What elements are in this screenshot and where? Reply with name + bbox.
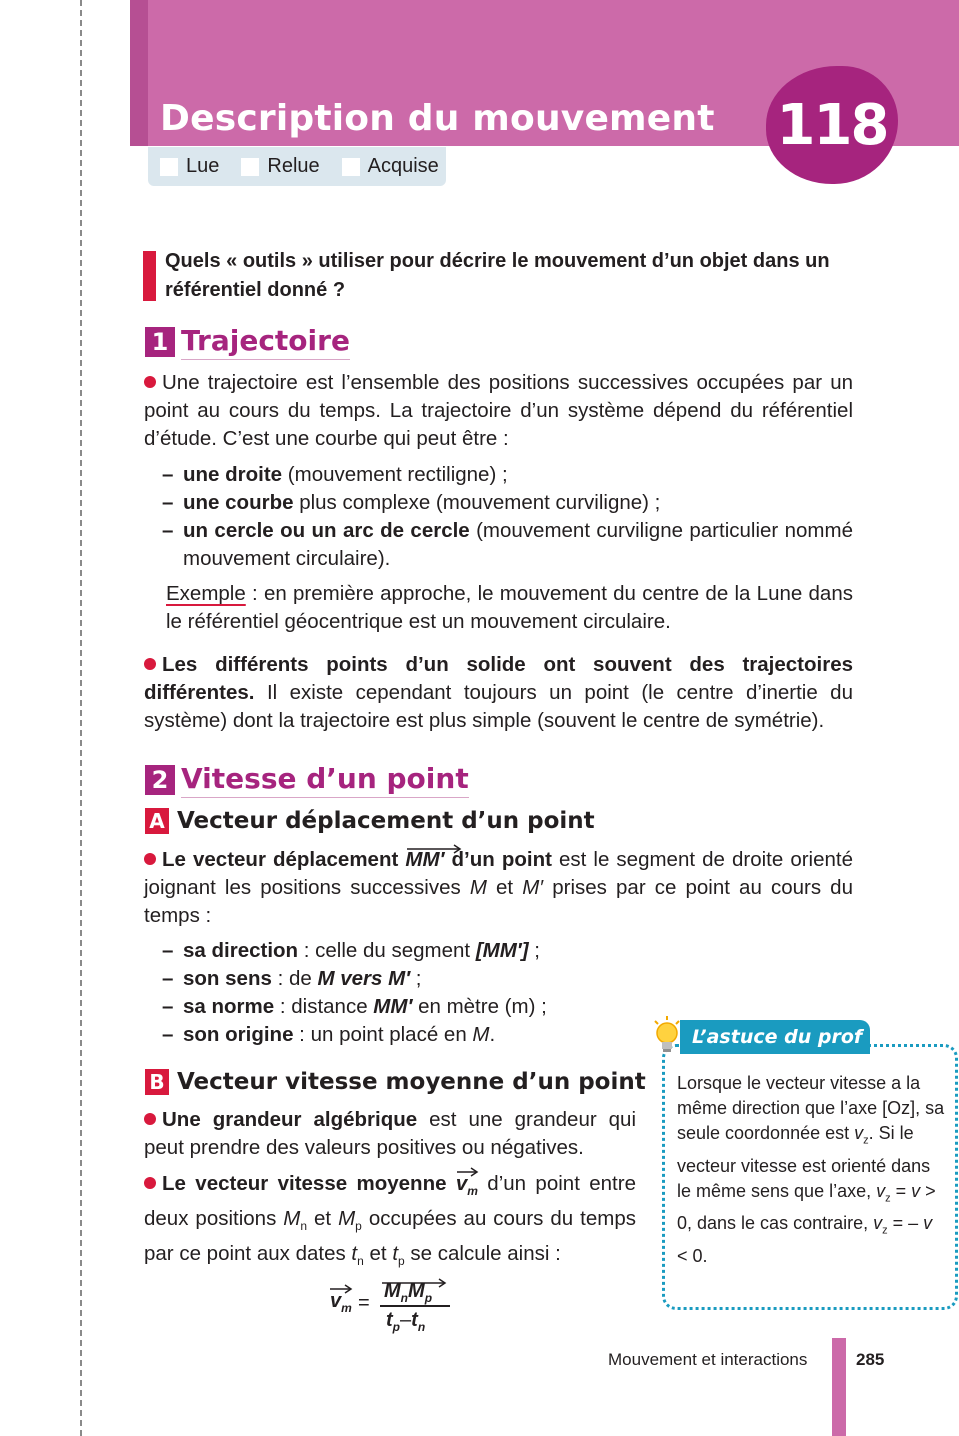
section-2-heading: [145, 762, 469, 798]
progress-label: Relue: [267, 155, 320, 177]
tip-box: Lorsque le vecteur vitesse a la même direction que l’axe [Oz], sa seule coordonnée est $v_z$. Si le vecteur vitesse est orienté dans le même sens que l’axe, $v_z = v > 0$, dans le cas contraire, $v_z$ = – v < 0.: [662, 1044, 958, 1310]
footer-section-name: Mouvement et interactions: [608, 1350, 808, 1369]
tip-title: L’astuce du prof: [680, 1020, 870, 1054]
section-1-heading: [145, 324, 350, 360]
bullet-icon: [144, 1113, 156, 1125]
list-item: – sa norme : distance MM′ en mètre (m) ;: [162, 995, 547, 1018]
list-item: – une droite (mouvement rectiligne) ;: [162, 463, 508, 486]
vector-arrow-icon: [456, 1167, 480, 1177]
subsection-b-heading: [145, 1069, 646, 1095]
paragraph-trajectory: Une trajectoire est l’ensemble des positions successives occupées par un point au cours du temps. La trajectoire d’un système dépend du référentiel d’étude. C’est une courbe qui peut être :: [144, 371, 853, 450]
subsection-title: Vecteur vitesse moyenne d’un point: [177, 1069, 646, 1095]
list-item: – une courbe plus complexe (mouvement curviligne) ;: [162, 491, 661, 514]
formula-numerator: $M_nM_p$: [384, 1280, 433, 1305]
page-title: Description du mouvement: [160, 98, 715, 139]
subsection-title: Vecteur déplacement d’un point: [177, 808, 595, 834]
section-title: Trajectoire: [181, 324, 350, 360]
checkbox-acquise[interactable]: [342, 158, 360, 176]
checkbox-relue[interactable]: [241, 158, 259, 176]
list-item: – un cercle ou un arc de cercle (mouvement curviligne particulier nommé mouvement circulaire).: [162, 519, 853, 570]
progress-label: Lue: [186, 155, 220, 177]
list-item: – sa direction : celle du segment [MM′] ;: [162, 939, 540, 962]
header-strip: [130, 0, 148, 146]
question-text: Quels « outils » utiliser pour décrire le mouvement d’un objet dans un référentiel donné ?: [165, 250, 830, 301]
key-question: [143, 247, 855, 305]
bullet-icon: [144, 376, 156, 388]
bullet-icon: [144, 658, 156, 670]
progress-item-relue[interactable]: [241, 155, 319, 178]
page-number: 285: [856, 1350, 885, 1369]
bullet-icon: [144, 1177, 156, 1189]
paragraph-solid-points: Les différents points d’un solide ont souvent des trajectoires différentes. Il existe cependant toujours un point (le centre d’inertie du système) dont la trajectoire est plus simple (souvent le centre de symétrie).: [144, 653, 853, 732]
paragraph-average-velocity: Le vecteur vitesse moyenne $v_m$ d’un point entre deux positions $M_n$ et $M_p$ occupées au cours du temps par ce point aux dates $t_n$ et $t_p$ se calcule ainsi :: [144, 1170, 636, 1275]
progress-item-acquise[interactable]: [342, 155, 439, 178]
section-number: 1: [145, 327, 175, 357]
question-bar: [143, 251, 156, 301]
vector-mm: MM′: [405, 848, 444, 871]
checkbox-lue[interactable]: [160, 158, 178, 176]
formula-lhs: $v_m$: [330, 1290, 352, 1315]
chapter-badge: [766, 66, 898, 184]
average-velocity-formula: [328, 1278, 458, 1338]
subsection-a-heading: [145, 808, 595, 834]
example-label: Exemple: [166, 582, 246, 605]
progress-item-lue[interactable]: [160, 155, 219, 178]
paragraph-algebraic-quantity: Une grandeur algébrique est une grandeur qui peut prendre des valeurs positives ou négatives.: [144, 1108, 636, 1159]
list-item: – son sens : de M vers M′ ;: [162, 967, 422, 990]
trajectory-types-list: [162, 461, 853, 573]
section-title: Vitesse d’un point: [181, 762, 469, 798]
paragraph-displacement-vector: Le vecteur déplacement MM′ d’un point est le segment de droite orienté joignant les positions successives M et M′ prises par ce point au cours du temps :: [144, 846, 853, 930]
section-number: 2: [145, 765, 175, 795]
lightbulb-icon: [652, 1016, 682, 1054]
progress-label: Acquise: [367, 155, 439, 177]
vector-vm: $v_m$: [456, 1172, 478, 1195]
bullet-icon: [144, 853, 156, 865]
footer-bar: [832, 1338, 846, 1436]
vector-arrow-icon: [405, 844, 465, 854]
progress-checklist: [148, 147, 446, 186]
formula-equals: =: [358, 1292, 370, 1314]
formula-denominator: $t_p-t_n$: [386, 1309, 426, 1334]
cut-line: [80, 0, 82, 1436]
list-item: – son origine : un point placé en M.: [162, 1023, 496, 1046]
chapter-number: 118: [776, 92, 888, 158]
subsection-letter: B: [145, 1069, 169, 1095]
fraction-bar: [380, 1305, 450, 1307]
subsection-letter: A: [145, 808, 169, 834]
example-paragraph: Exemple : en première approche, le mouvement du centre de la Lune dans le référentiel géocentrique est un mouvement circulaire.: [166, 582, 853, 633]
